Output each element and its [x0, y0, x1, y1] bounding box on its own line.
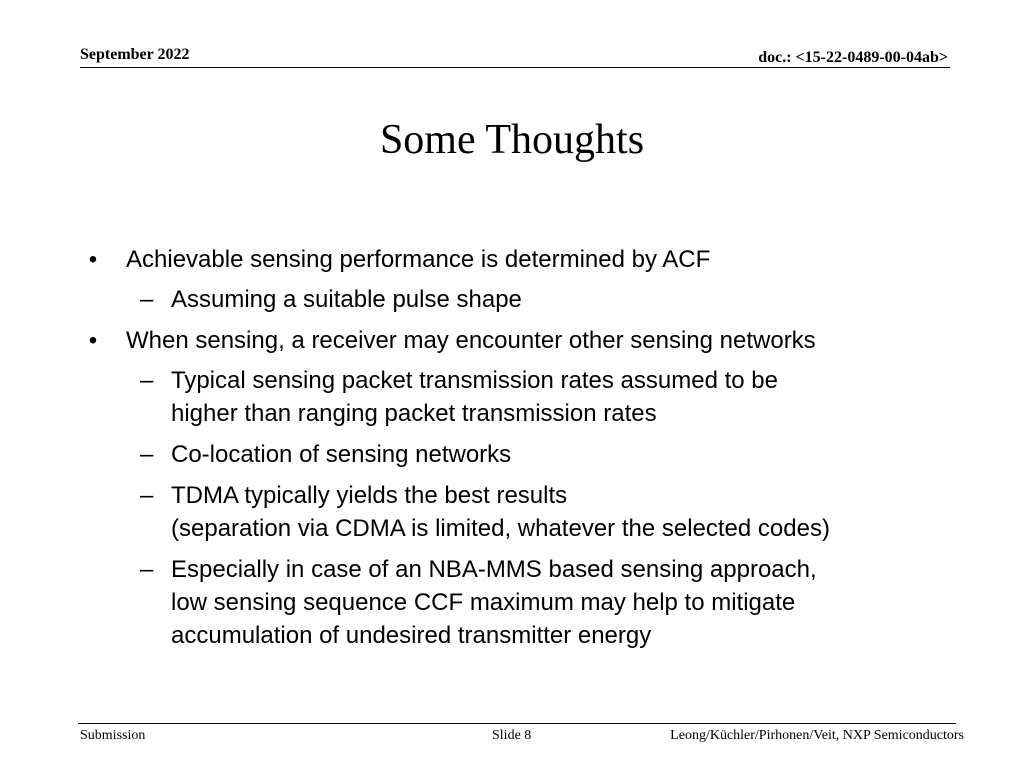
slide-title: Some Thoughts: [379, 117, 645, 163]
sub-bullet-line: (separation via CDMA is limited, whatever the selected codes): [171, 515, 830, 542]
footer-authors: Leong/Küchler/Pirhonen/Veit, NXP Semiconductors: [670, 728, 964, 743]
dash-icon: –: [140, 367, 154, 394]
dash-icon: –: [140, 441, 154, 468]
sub-bullet-text: Co-location of sensing networks: [171, 441, 512, 468]
sub-bullet-item: [84, 438, 984, 471]
bullet-item: [84, 243, 984, 276]
header-divider: [80, 67, 950, 68]
dash-icon: –: [140, 286, 154, 313]
sub-bullet-line: higher than ranging packet transmission rates: [171, 400, 657, 427]
sub-bullet-line: Typical sensing packet transmission rates assumed to be: [171, 367, 778, 394]
sub-bullet-line: accumulation of undesired transmitter energy: [171, 622, 652, 649]
header-date: September 2022: [80, 46, 190, 63]
sub-bullet-line: Especially in case of an NBA-MMS based sensing approach,: [171, 556, 817, 583]
sub-bullet-item: [84, 283, 984, 316]
header-doc-id: doc.: <15-22-0489-00-04ab>: [758, 49, 948, 66]
bullet-list: [84, 243, 984, 660]
footer-submission: Submission: [80, 728, 146, 743]
sub-bullet-line: low sensing sequence CCF maximum may help to mitigate: [171, 589, 796, 616]
dash-icon: –: [140, 556, 154, 583]
dash-icon: –: [140, 482, 154, 509]
bullet-text: Achievable sensing performance is determined by ACF: [126, 246, 711, 273]
bullet-dot-icon: •: [88, 246, 98, 273]
bullet-dot-icon: •: [88, 327, 98, 354]
footer-slide-number: Slide 8: [492, 728, 532, 743]
sub-bullet-item: [84, 364, 984, 430]
sub-bullet-item: [84, 553, 984, 652]
bullet-text: When sensing, a receiver may encounter other sensing networks: [126, 327, 816, 354]
sub-bullet-item: [84, 479, 984, 545]
footer-divider: [78, 723, 956, 724]
sub-bullet-line: TDMA typically yields the best results: [171, 482, 568, 509]
sub-bullet-text: Assuming a suitable pulse shape: [171, 286, 522, 313]
bullet-item: [84, 324, 984, 357]
